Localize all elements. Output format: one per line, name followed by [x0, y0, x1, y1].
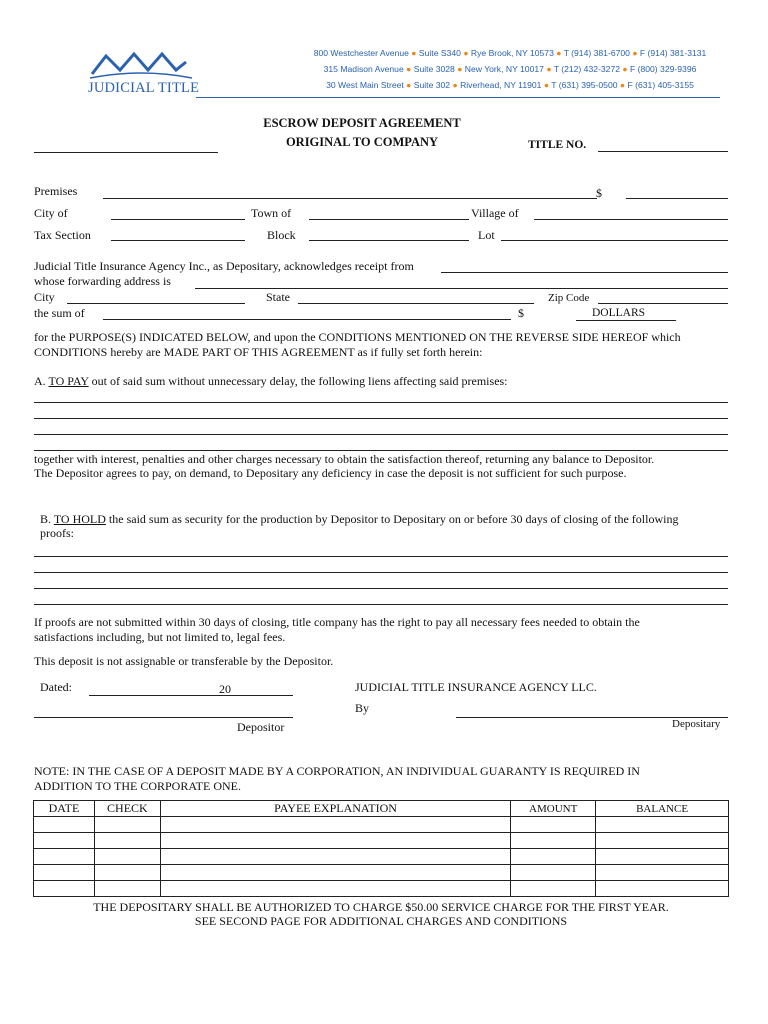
- bullet-separator-icon: ●: [460, 48, 471, 58]
- proof-line-4[interactable]: [34, 604, 728, 605]
- assign-note: This deposit is not assignable or transferable by the Depositor.: [34, 654, 334, 668]
- town-of-field[interactable]: [309, 219, 469, 220]
- ledger-cell[interactable]: [34, 817, 95, 833]
- ledger-col-check: CHECK: [94, 801, 160, 817]
- ledger-cell[interactable]: [511, 849, 596, 865]
- town-of-label: Town of: [251, 206, 292, 220]
- ledger-cell[interactable]: [94, 833, 160, 849]
- section-a-after-1: together with interest, penalties and other charges necessary to obtain the satisfaction thereof, returning any balance to Depositor.: [34, 452, 655, 466]
- footer-line-1: THE DEPOSITARY SHALL BE AUTHORIZED TO CHARGE $50.00 SERVICE CHARGE FOR THE FIRST YEAR.: [93, 900, 669, 914]
- bullet-separator-icon: ●: [454, 64, 465, 74]
- address-part: Suite S340: [418, 48, 461, 58]
- proof-line-1[interactable]: [34, 556, 728, 557]
- dollars-label: DOLLARS: [592, 307, 646, 319]
- ledger-cell[interactable]: [596, 817, 729, 833]
- forwarding-address-field[interactable]: [195, 288, 728, 289]
- ledger-col-date: DATE: [34, 801, 95, 817]
- zip-code-label: Zip Code: [548, 292, 590, 304]
- logo-text: JUDICIAL TITLE: [88, 80, 200, 96]
- bullet-separator-icon: ●: [403, 64, 414, 74]
- village-of-label: Village of: [471, 206, 519, 220]
- purpose-line-1: for the PURPOSE(S) INDICATED BELOW, and upon the CONDITIONS MENTIONED ON THE REVERSE SIDE HEREOF which: [34, 330, 681, 344]
- ledger-cell[interactable]: [160, 817, 510, 833]
- ledger-cell[interactable]: [511, 881, 596, 897]
- ledger-cell[interactable]: [511, 865, 596, 881]
- ledger-cell[interactable]: [596, 833, 729, 849]
- forwarding-address-label: whose forwarding address is: [34, 274, 171, 288]
- table-row: [34, 849, 729, 865]
- ledger-col-payee: PAYEE EXPLANATION: [160, 801, 510, 817]
- section-b-prefix: B.: [40, 512, 52, 526]
- ledger-cell[interactable]: [94, 881, 160, 897]
- ledger-cell[interactable]: [34, 849, 95, 865]
- city-of-field[interactable]: [111, 219, 245, 220]
- address-part: Rye Brook, NY 10573: [470, 48, 554, 58]
- sum-of-label: the sum of: [34, 306, 85, 320]
- lien-line-3[interactable]: [34, 434, 728, 435]
- agency-name: JUDICIAL TITLE INSURANCE AGENCY LLC.: [355, 680, 597, 694]
- table-row: [34, 833, 729, 849]
- bullet-separator-icon: ●: [403, 80, 414, 90]
- ledger-table: [33, 800, 729, 897]
- bullet-separator-icon: ●: [553, 48, 564, 58]
- footer-line-2: SEE SECOND PAGE FOR ADDITIONAL CHARGES AND CONDITIONS: [194, 914, 568, 928]
- section-b: [40, 512, 678, 527]
- bullet-separator-icon: ●: [629, 48, 640, 58]
- tax-section-field[interactable]: [111, 240, 245, 241]
- header-divider: [196, 97, 720, 98]
- table-row: [34, 865, 729, 881]
- depositor-signature-field[interactable]: [34, 717, 293, 718]
- document-title: ESCROW DEPOSIT AGREEMENT: [263, 116, 461, 130]
- ledger-cell[interactable]: [34, 881, 95, 897]
- corp-note-1: NOTE: IN THE CASE OF A DEPOSIT MADE BY A CORPORATION, AN INDIVIDUAL GUARANTY IS REQUIRED IN: [34, 764, 640, 778]
- section-a: [34, 374, 508, 389]
- ledger-cell[interactable]: [160, 849, 510, 865]
- premises-label: Premises: [34, 184, 78, 198]
- corp-note-2: ADDITION TO THE CORPORATE ONE.: [34, 779, 241, 793]
- purpose-line-2: CONDITIONS hereby are MADE PART OF THIS AGREEMENT as if fully set forth herein:: [34, 345, 483, 359]
- bullet-separator-icon: ●: [541, 80, 552, 90]
- sum-field[interactable]: [103, 319, 511, 320]
- depositary-label: Depositary: [672, 718, 721, 730]
- ledger-cell[interactable]: [596, 865, 729, 881]
- address-part: F (800) 329-9396: [629, 64, 697, 74]
- depositor-label: Depositor: [237, 720, 285, 734]
- ledger-cell[interactable]: [94, 817, 160, 833]
- proofs-note-1: If proofs are not submitted within 30 days of closing, title company has the right to pay all necessary fees needed to obtain the: [34, 615, 640, 629]
- receipt-text: Judicial Title Insurance Agency Inc., as Depositary, acknowledges receipt from: [34, 259, 414, 273]
- lien-line-1[interactable]: [34, 402, 728, 403]
- dated-label: Dated:: [40, 680, 72, 694]
- address-part: T (631) 395-0500: [551, 80, 618, 90]
- ledger-cell[interactable]: [94, 865, 160, 881]
- bullet-separator-icon: ●: [620, 64, 630, 74]
- blank-field-top-left[interactable]: [34, 152, 218, 153]
- address-part: F (914) 381-3131: [639, 48, 707, 58]
- bullet-separator-icon: ●: [617, 80, 628, 90]
- ledger-cell[interactable]: [160, 881, 510, 897]
- lot-label: Lot: [478, 228, 495, 242]
- ledger-col-balance: BALANCE: [596, 801, 729, 817]
- ledger-cell[interactable]: [596, 881, 729, 897]
- address-part: New York, NY 10017: [464, 64, 544, 74]
- address-line: [300, 48, 720, 58]
- document-subtitle: ORIGINAL TO COMPANY: [285, 135, 439, 149]
- table-row: [34, 881, 729, 897]
- ledger-cell[interactable]: [511, 817, 596, 833]
- bullet-separator-icon: ●: [408, 48, 419, 58]
- receipt-state-label: State: [266, 290, 290, 304]
- ledger-header-row: [34, 801, 729, 817]
- address-line: [300, 64, 720, 74]
- bullet-separator-icon: ●: [450, 80, 461, 90]
- address-part: T (914) 381-6700: [563, 48, 630, 58]
- title-no-label: TITLE NO.: [528, 139, 587, 151]
- ledger-cell[interactable]: [160, 865, 510, 881]
- address-part: Suite 3028: [413, 64, 455, 74]
- lien-line-4[interactable]: [34, 450, 728, 451]
- lot-field[interactable]: [501, 240, 728, 241]
- city-of-label: City of: [34, 206, 68, 220]
- receipt-city-field[interactable]: [67, 303, 245, 304]
- mountain-logo-icon: [86, 48, 196, 82]
- address-part: 315 Madison Avenue: [323, 64, 404, 74]
- title-no-field[interactable]: [598, 151, 728, 152]
- block-label: Block: [267, 228, 296, 242]
- section-b-text-2: proofs:: [40, 526, 74, 540]
- ledger-cell[interactable]: [94, 849, 160, 865]
- ledger-cell[interactable]: [511, 833, 596, 849]
- address-part: 800 Westchester Avenue: [313, 48, 409, 58]
- tax-section-label: Tax Section: [34, 228, 91, 242]
- bullet-separator-icon: ●: [543, 64, 554, 74]
- by-label: By: [355, 701, 370, 715]
- table-row: [34, 817, 729, 833]
- address-part: Riverhead, NY 11901: [460, 80, 542, 90]
- ledger-col-amount: AMOUNT: [511, 801, 596, 817]
- ledger-cell[interactable]: [34, 833, 95, 849]
- company-logo: [86, 48, 200, 100]
- ledger-cell[interactable]: [596, 849, 729, 865]
- lien-line-2[interactable]: [34, 418, 728, 419]
- block-field[interactable]: [309, 240, 469, 241]
- village-of-field[interactable]: [534, 219, 728, 220]
- premises-field[interactable]: [103, 198, 597, 199]
- ledger-cell[interactable]: [34, 865, 95, 881]
- depositor-name-field[interactable]: [441, 272, 728, 273]
- section-a-after-2: The Depositor agrees to pay, on demand, to Depositary any deficiency in case the deposit is not sufficient for such purpose.: [34, 466, 627, 480]
- section-a-prefix: A.: [34, 374, 46, 388]
- proof-line-3[interactable]: [34, 588, 728, 589]
- ledger-cell[interactable]: [160, 833, 510, 849]
- address-line: [300, 80, 720, 90]
- dated-year: 20: [219, 682, 231, 696]
- receipt-state-field[interactable]: [298, 303, 534, 304]
- receipt-city-label: City: [34, 290, 55, 304]
- section-b-text: the said sum as security for the production by Depositor to Depositary on or before 30 days of closing of the following: [108, 512, 679, 526]
- address-part: F (631) 405-3155: [627, 80, 694, 90]
- zip-code-field[interactable]: [598, 303, 728, 304]
- proof-line-2[interactable]: [34, 572, 728, 573]
- section-b-keyword: TO HOLD: [53, 512, 106, 526]
- dated-field[interactable]: [89, 695, 293, 696]
- address-part: 30 West Main Street: [326, 80, 404, 90]
- address-part: T (212) 432-3272: [553, 64, 620, 74]
- sum-dollar: $: [518, 306, 524, 320]
- address-part: Suite 302: [413, 80, 451, 90]
- section-a-keyword: TO PAY: [48, 374, 89, 388]
- section-a-text: out of said sum without unnecessary delay, the following liens affecting said premises:: [91, 374, 508, 388]
- dollars-field[interactable]: [576, 320, 676, 321]
- premises-dollar: $: [596, 186, 602, 200]
- proofs-note-2: satisfactions including, but not limited to, legal fees.: [34, 630, 286, 644]
- premises-amount-field[interactable]: [626, 198, 728, 199]
